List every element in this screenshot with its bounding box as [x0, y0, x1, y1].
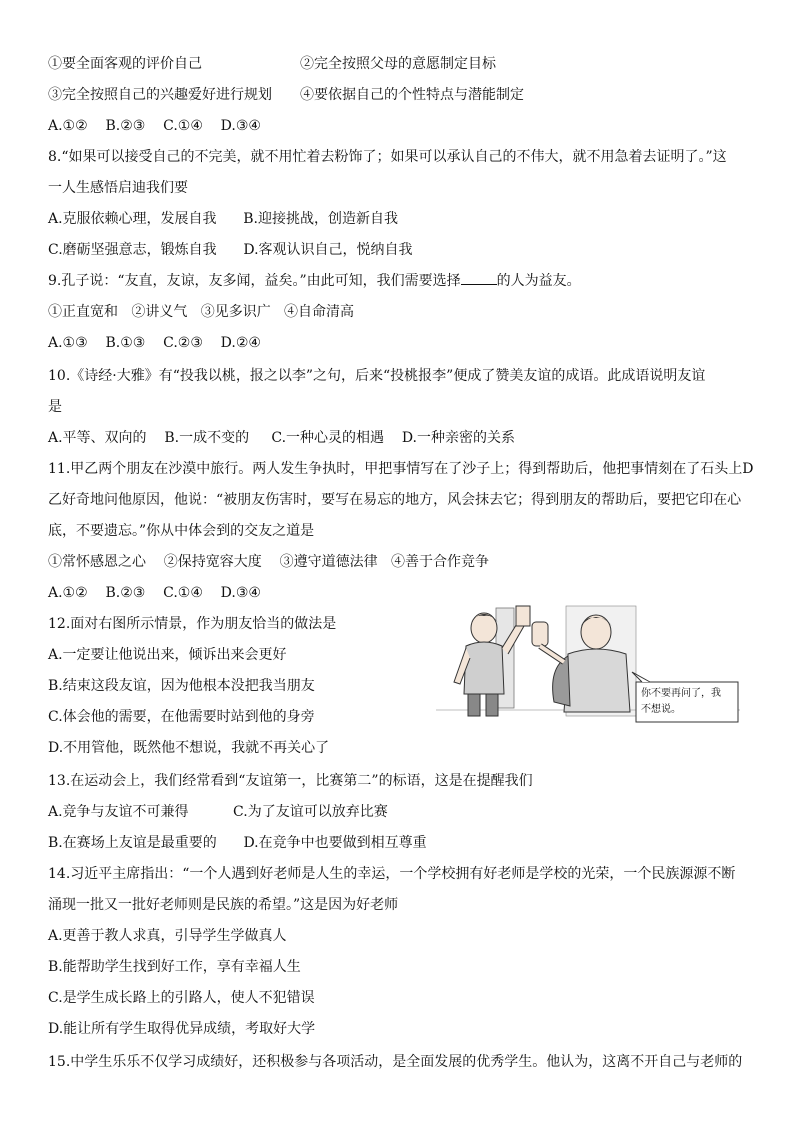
q11e: A.①② B.②③ C.①④ D.③④	[48, 585, 261, 601]
q9a-pre: 9.孔子说：“友直，友谅，友多闻，益矣。”由此可知，我们需要选择	[48, 273, 461, 289]
speech-bubble-line1: 你不要再问了，我	[641, 688, 721, 699]
q8b: 一人生感悟启迪我们要	[48, 180, 188, 196]
q12c: B.结束这段友谊，因为他根本没把我当朋友	[48, 678, 315, 694]
q12b: A.一定要让他说出来，倾诉出来会更好	[48, 647, 287, 663]
q14f: D.能让所有学生取得优异成绩，考取好大学	[48, 1021, 316, 1037]
q11a: 11.甲乙两个朋友在沙漠中旅行。两人发生争执时，甲把事情写在了沙子上；得到帮助后，他把事情刻在了石头上D	[48, 461, 754, 477]
q13b: A.竞争与友谊不可兼得 C.为了友谊可以放弃比赛	[48, 804, 388, 820]
q15a: 15.中学生乐乐不仅学习成绩好，还积极参与各项活动，是全面发展的优秀学生。他认为，这离不开自己与老师的	[48, 1054, 743, 1070]
q14b: 涌现一批又一批好老师则是民族的希望。”这是因为好老师	[48, 897, 399, 913]
q14d: B.能帮助学生找到好工作，享有幸福人生	[48, 959, 301, 975]
q9a-post: 的人为益友。	[496, 273, 581, 289]
q8d: C.磨砺坚强意志，锻炼自我 D.客观认识自己，悦纳自我	[48, 242, 413, 258]
q9b: ①正直宽和 ②讲义气 ③见多识广 ④自命清高	[48, 304, 355, 320]
q8c: A.克服依赖心理，发展自我 B.迎接挑战，创造新自我	[48, 211, 398, 227]
l2a: ③完全按照自己的兴趣爱好进行规划	[48, 87, 272, 103]
q13a: 13.在运动会上，我们经常看到“友谊第一，比赛第二”的标语，这是在提醒我们	[48, 773, 533, 789]
q12e: D.不用管他，既然他不想说，我就不再关心了	[48, 740, 330, 756]
l2b: ④要依据自己的个性特点与潜能制定	[300, 87, 524, 103]
q13c: B.在赛场上友谊是最重要的 D.在竞争中也要做到相互尊重	[48, 835, 427, 851]
q14c: A.更善于教人求真，引导学生学做真人	[48, 928, 287, 944]
l1b: ②完全按照父母的意愿制定目标	[300, 56, 496, 72]
q12a: 12.面对右图所示情景，作为朋友恰当的做法是	[48, 616, 337, 632]
q14e: C.是学生成长路上的引路人，使人不犯错误	[48, 990, 315, 1006]
q11c: 底，不要遗忘。”你从中体会到的交友之道是	[48, 523, 315, 539]
q8a: 8.“如果可以接受自己的不完美，就不用忙着去粉饰了；如果可以承认自己的不伟大，就不用急着去证明了。”这	[48, 149, 727, 165]
q12d: C.体会他的需要，在他需要时站到他的身旁	[48, 709, 315, 725]
answer-blank	[461, 272, 497, 285]
q10b: 是	[48, 399, 62, 415]
q9c: A.①③ B.①③ C.②③ D.②④	[48, 335, 261, 351]
q10c: A.平等、双向的 B.一成不变的 C.一种心灵的相遇 D.一种亲密的关系	[48, 430, 515, 446]
q14a: 14.习近平主席指出：“一个人遇到好老师是人生的幸运，一个学校拥有好老师是学校的光荣，一个民族源源不断	[48, 866, 736, 882]
l1a: ①要全面客观的评价自己	[48, 56, 202, 72]
q9a	[48, 271, 581, 291]
q11d: ①常怀感恩之心 ②保持宽容大度 ③遵守道德法律 ④善于合作竞争	[48, 554, 489, 570]
speech-bubble-line2: 不想说。	[641, 704, 681, 715]
q11b: 乙好奇地问他原因，他说：“被朋友伤害时，要写在易忘的地方，风会抹去它；得到朋友的帮助后，要把它印在心	[48, 492, 742, 508]
illustration	[436, 602, 740, 726]
q10a: 10.《诗经·大雅》有“投我以桃，报之以李”之句，后来“投桃报李”便成了赞美友谊的成语。此成语说明友谊	[48, 368, 706, 384]
l3: A.①② B.②③ C.①④ D.③④	[48, 118, 261, 134]
two-boys-illustration	[436, 602, 740, 726]
